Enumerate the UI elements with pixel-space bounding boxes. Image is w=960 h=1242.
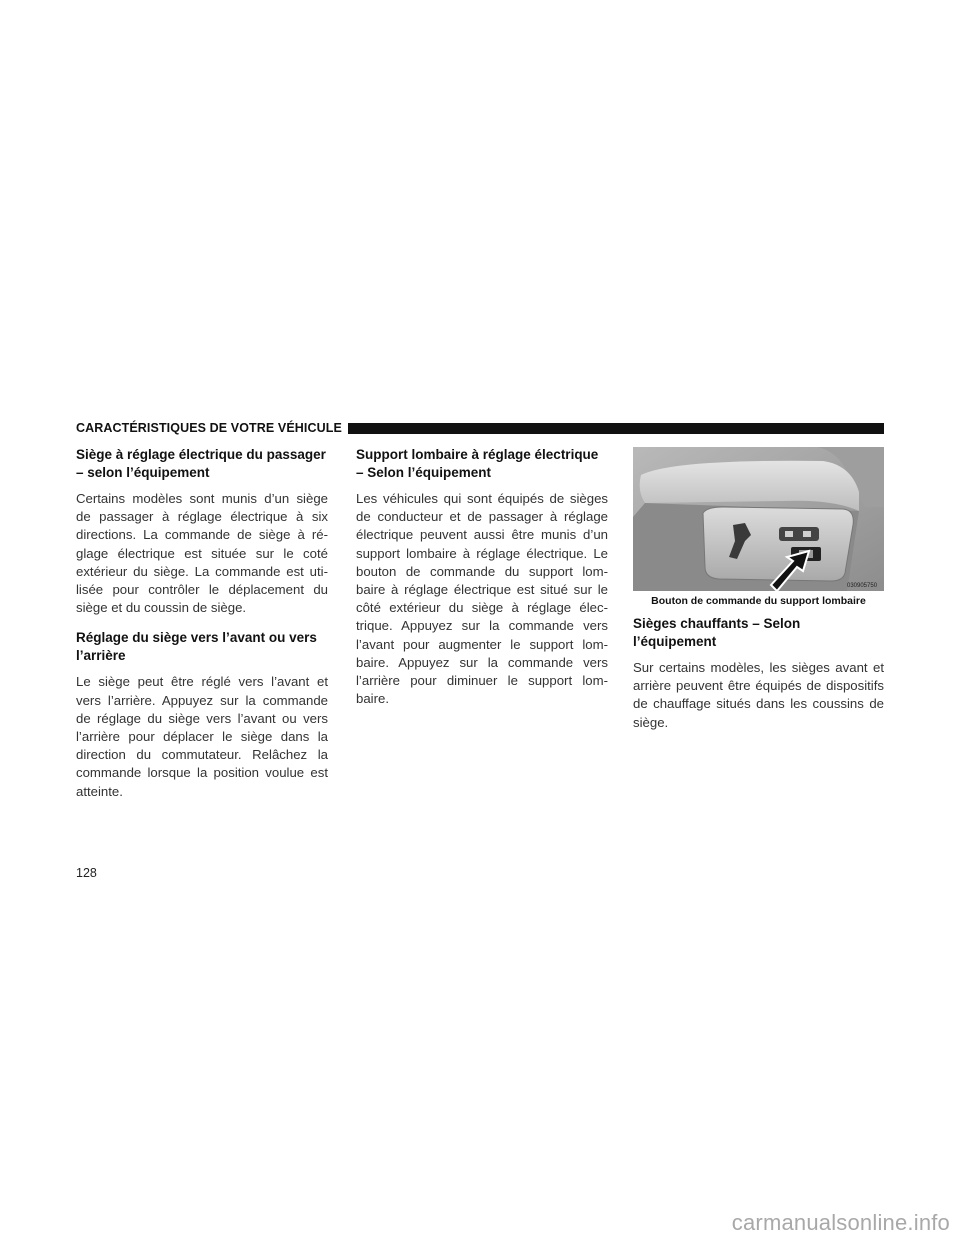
paragraph-heated-seats: Sur certains modèles, les sièges avant et arrière peuvent être équipés de dispositifs de chauffage situés dans les coussins de siège. (633, 660, 884, 730)
heading-heated-seats: Sièges chauffants – Selon l’équipement (633, 616, 801, 649)
heading-seat-forward-rearward: Réglage du siège vers l’avant ou vers l’arrière (76, 630, 317, 664)
figure-caption: Bouton de commande du support lombaire (651, 595, 866, 607)
paragraph-seat-forward-rearward: Le siège peut être réglé vers l’avant et vers l’arrière. Appuyez sur la commande de réglage du siège vers l’avant ou vers l’arrière pour déplacer le siège dans la direction du commutateur. Relâchez la commande lorsque la position voulue est atteinte. (76, 674, 328, 799)
figure-code: 030905750 (847, 583, 878, 589)
heading-passenger-power-seat: Siège à réglage électrique du passager – selon l’équipement (76, 447, 326, 480)
page-number: 128 (76, 866, 97, 880)
column-middle (356, 446, 608, 720)
seat-switch-photo (633, 447, 884, 591)
section-title: CARACTÉRISTIQUES DE VOTRE VÉHICULE (76, 421, 342, 435)
paragraph-power-lumbar: Les véhicules qui sont équipés de sièges de conducteur et de passager à réglage électrique peuvent aussi être munis d’un support lombaire à réglage électrique. Le bouton de commande du support lom-baire à réglage électrique est situé sur le côté extérieur du siège à réglage élec-trique. Appuyez sur la commande vers l’avant pour augmenter le support lom-baire. Appuyez sur la commande vers l’arrière pour diminuer le support lom-baire. (356, 491, 608, 707)
column-right (633, 447, 884, 744)
watermark: carmanualsonline.info (731, 1210, 950, 1235)
heading-power-lumbar: Support lombaire à réglage électrique – Selon l’équipement (356, 447, 599, 480)
header-rule (348, 423, 884, 434)
column-left (76, 446, 328, 813)
section-header (76, 419, 884, 437)
paragraph-passenger-power-seat: Certains modèles sont munis d’un siège de passager à réglage électrique à six directions. La commande de siège à ré-glage électrique est située sur le coté extérieur du siège. La commande est uti-lisée pour contrôler le déplacement du siège et du coussin de siège. (76, 491, 328, 616)
